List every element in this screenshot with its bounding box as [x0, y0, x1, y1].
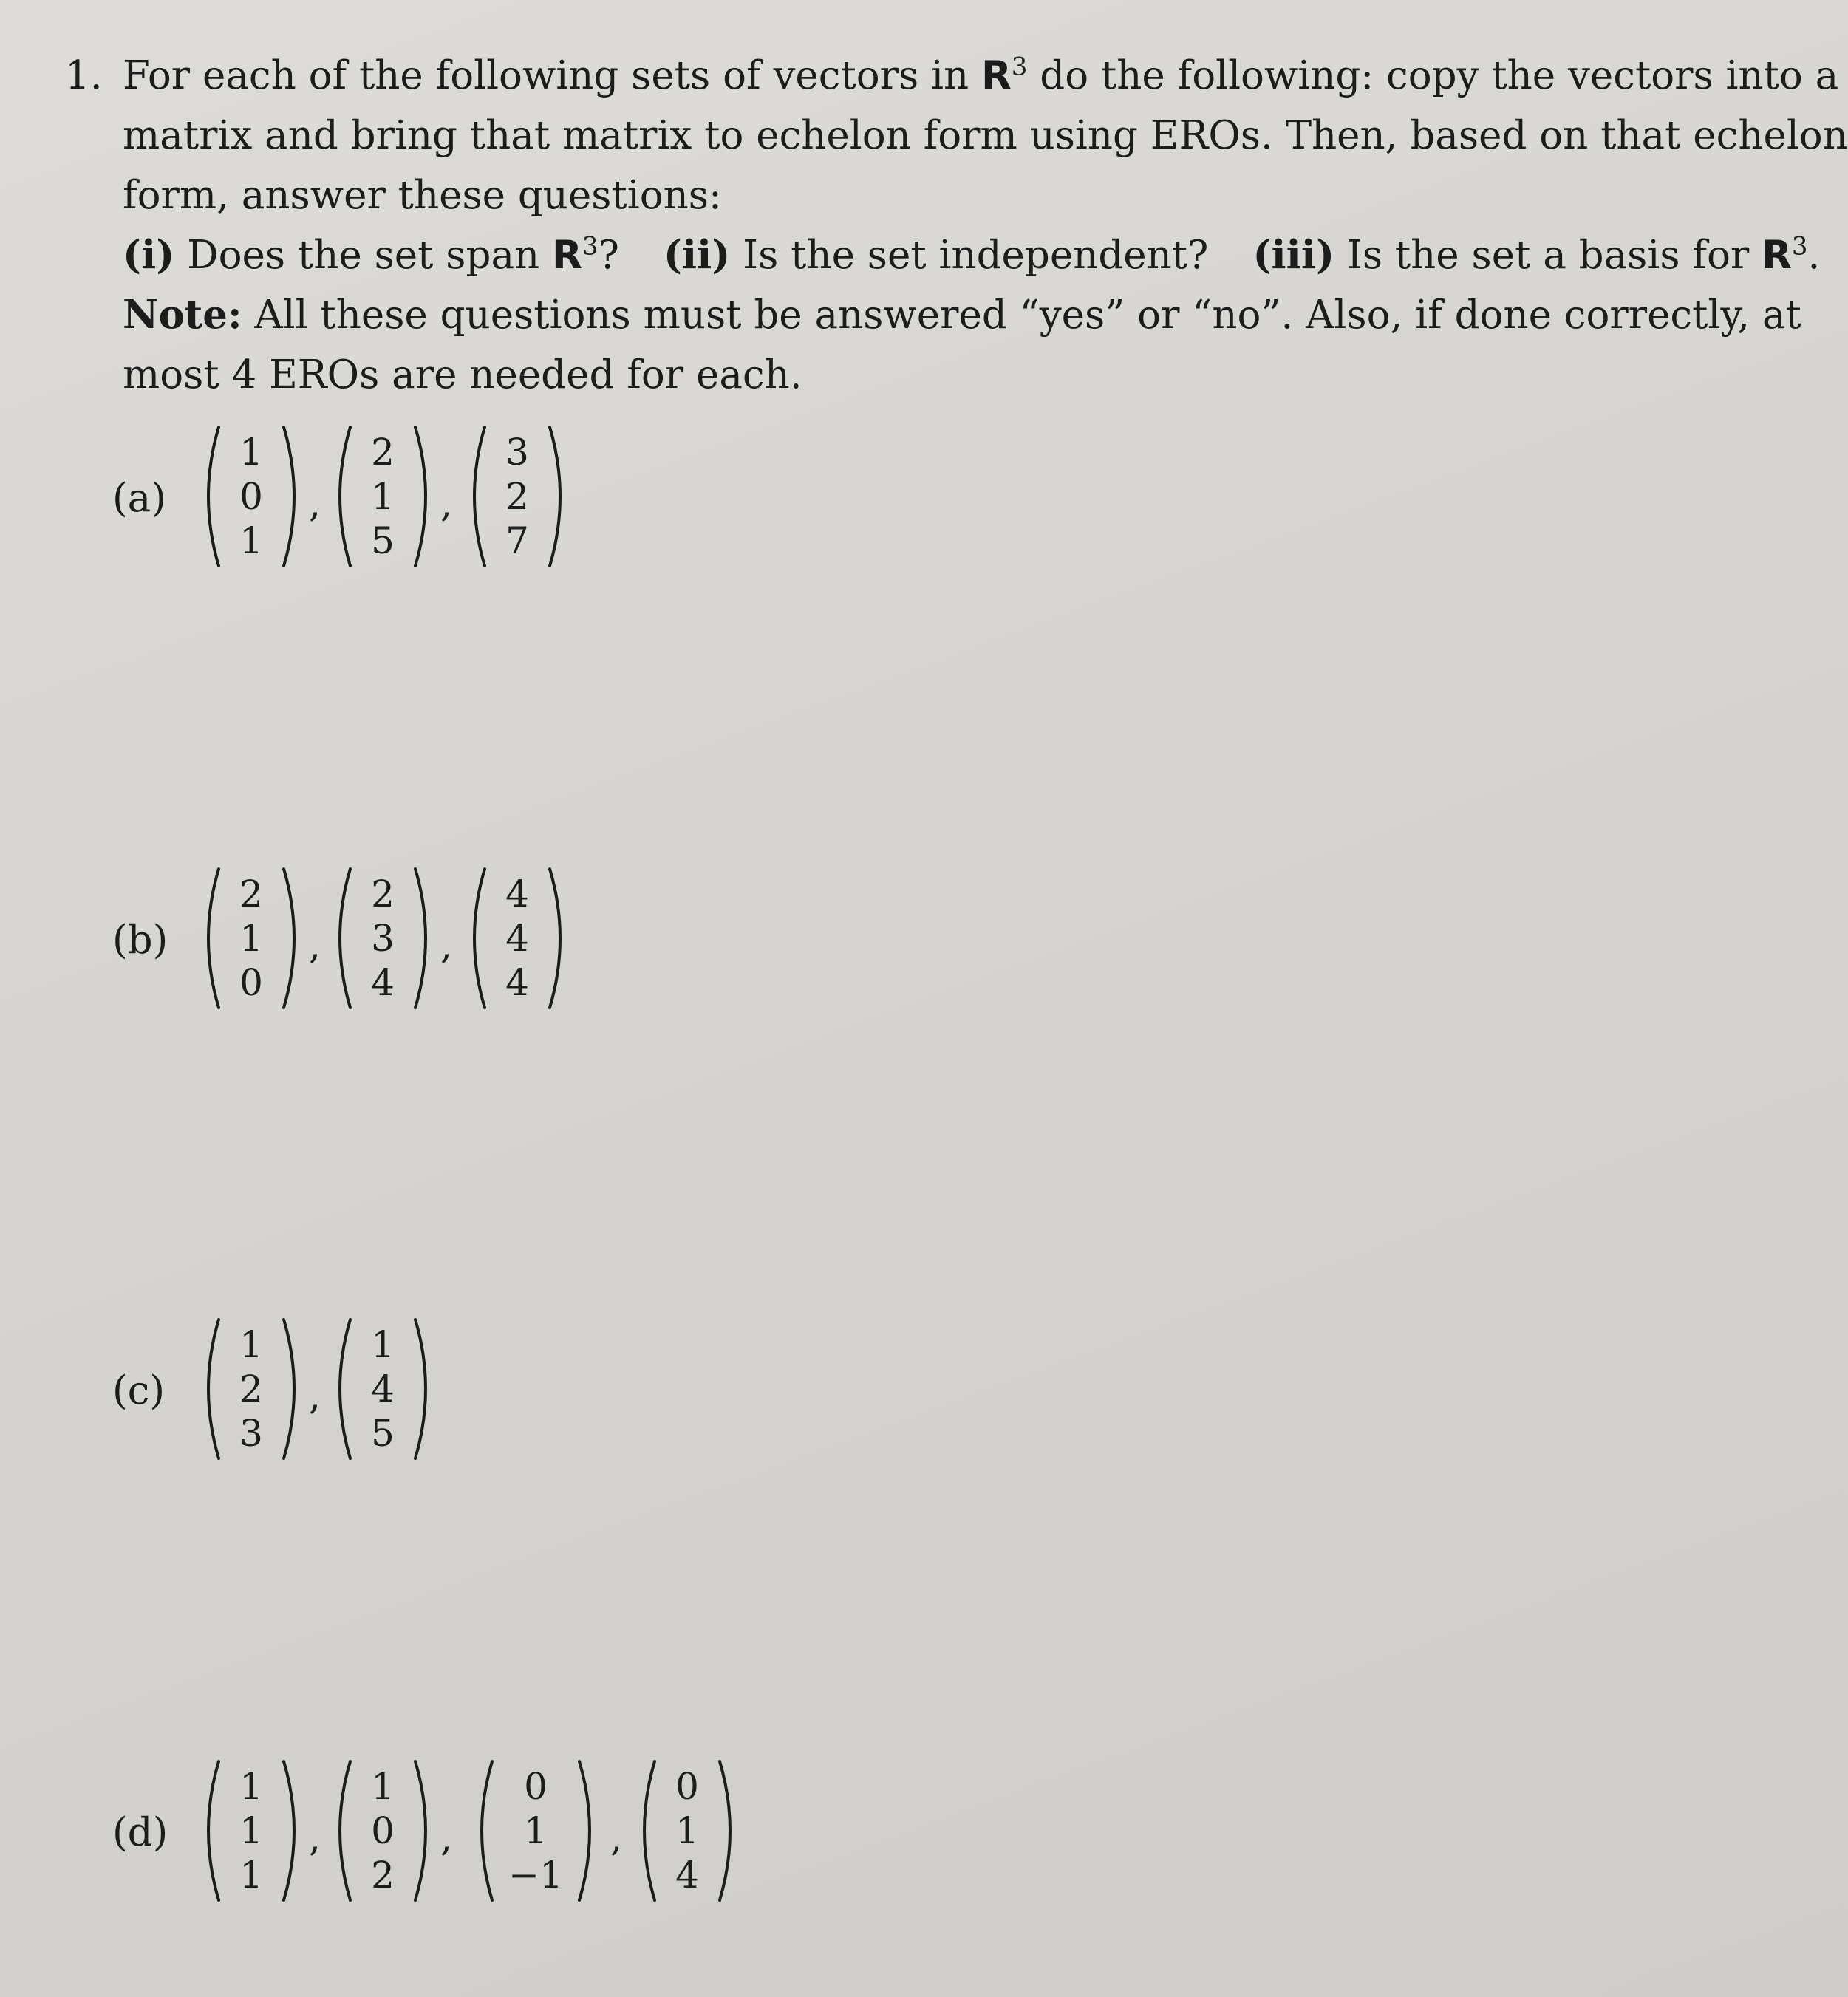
part-d-label: (d): [112, 1810, 168, 1855]
vector-entry: −1: [508, 1854, 563, 1897]
vector-entry: 2: [239, 873, 263, 915]
question-ii-label: (ii): [663, 232, 731, 278]
vector: [200, 423, 303, 570]
vector-entry: 4: [675, 1854, 699, 1897]
comma: ,: [309, 1375, 321, 1418]
vector: [635, 1757, 739, 1905]
part-a: [0, 423, 887, 578]
comma: ,: [309, 924, 321, 967]
vector-entry: 2: [371, 873, 395, 915]
reals-symbol: R: [981, 53, 1012, 98]
vector: [331, 423, 434, 570]
question-i-label: (i): [123, 232, 175, 278]
vector-entry: 4: [505, 873, 529, 915]
vector-entry: 3: [505, 431, 529, 474]
part-a-label: (a): [112, 476, 166, 521]
question-iii-label: (iii): [1252, 232, 1335, 278]
vector-entry: 4: [371, 961, 395, 1004]
comma: ,: [440, 1817, 452, 1860]
vector: [466, 864, 569, 1012]
vector: [331, 1757, 434, 1905]
vector: [200, 1757, 303, 1905]
vector-entry: 1: [239, 1323, 263, 1366]
vector-entry: 3: [239, 1412, 263, 1455]
vector-entry: 1: [371, 1323, 395, 1366]
vector-entry: 1: [371, 1765, 395, 1808]
vector: [200, 1315, 303, 1463]
vector-entry: 1: [239, 431, 263, 474]
vector-entry: 1: [239, 917, 263, 960]
vector-entry: 2: [239, 1368, 263, 1410]
vector-entry: 5: [371, 519, 395, 562]
vector-entry: 1: [239, 1854, 263, 1897]
vector: [466, 423, 569, 570]
statement-line-1: For each of the following sets of vectors in $R^3$ do the following: copy the vectors into a: [123, 52, 1839, 98]
vector: [473, 1757, 599, 1905]
comma: ,: [610, 1817, 622, 1860]
problem-number: 1.: [65, 53, 103, 98]
comma: ,: [309, 1817, 321, 1860]
vector-entry: 4: [505, 917, 529, 960]
part-b-label: (b): [112, 918, 168, 963]
vector-entry: 0: [239, 961, 263, 1004]
note-line: Note: All these questions must be answered “yes” or “no”. Also, if done correctly, at: [123, 292, 1801, 338]
vector-entry: 0: [524, 1765, 548, 1808]
vector-entry: 2: [371, 431, 395, 474]
questions-line: (i) Does the set span $R^3$? (ii) Is the set independent? (iii) Is the set a basis for $R^3$.: [123, 231, 1821, 278]
problem-statement: [123, 46, 1848, 405]
vector-entry: 4: [371, 1368, 395, 1410]
comma: ,: [440, 924, 452, 967]
statement-line-2: matrix and bring that matrix to echelon form using EROs. Then, based on that echelon: [123, 113, 1848, 158]
vector-entry: 1: [524, 1809, 548, 1852]
reals-symbol: R: [552, 233, 582, 278]
comma: ,: [440, 482, 452, 525]
part-d: [0, 1757, 887, 1912]
vector-entry: 2: [505, 475, 529, 518]
vector: [331, 1315, 434, 1463]
vector-entry: 1: [239, 519, 263, 562]
part-b: [0, 864, 887, 1020]
part-c-label: (c): [112, 1368, 166, 1413]
vector-entry: 1: [371, 475, 395, 518]
vector-entry: 4: [505, 961, 529, 1004]
statement-line-6: most 4 EROs are needed for each.: [123, 352, 802, 397]
note-label: Note:: [123, 292, 242, 338]
vector-entry: 7: [505, 519, 529, 562]
vector-entry: 1: [675, 1809, 699, 1852]
statement-line-3: form, answer these questions:: [123, 173, 722, 218]
vector-entry: 1: [239, 1765, 263, 1808]
vector-entry: 3: [371, 917, 395, 960]
vector-entry: 1: [239, 1809, 263, 1852]
vector: [200, 864, 303, 1012]
part-c: [0, 1315, 887, 1470]
vector-entry: 0: [371, 1809, 395, 1852]
vector-entry: 0: [675, 1765, 699, 1808]
vector-entry: 0: [239, 475, 263, 518]
reals-symbol: R: [1762, 233, 1792, 278]
comma: ,: [309, 482, 321, 525]
vector-entry: 2: [371, 1854, 395, 1897]
vector-entry: 5: [371, 1412, 395, 1455]
vector: [331, 864, 434, 1012]
